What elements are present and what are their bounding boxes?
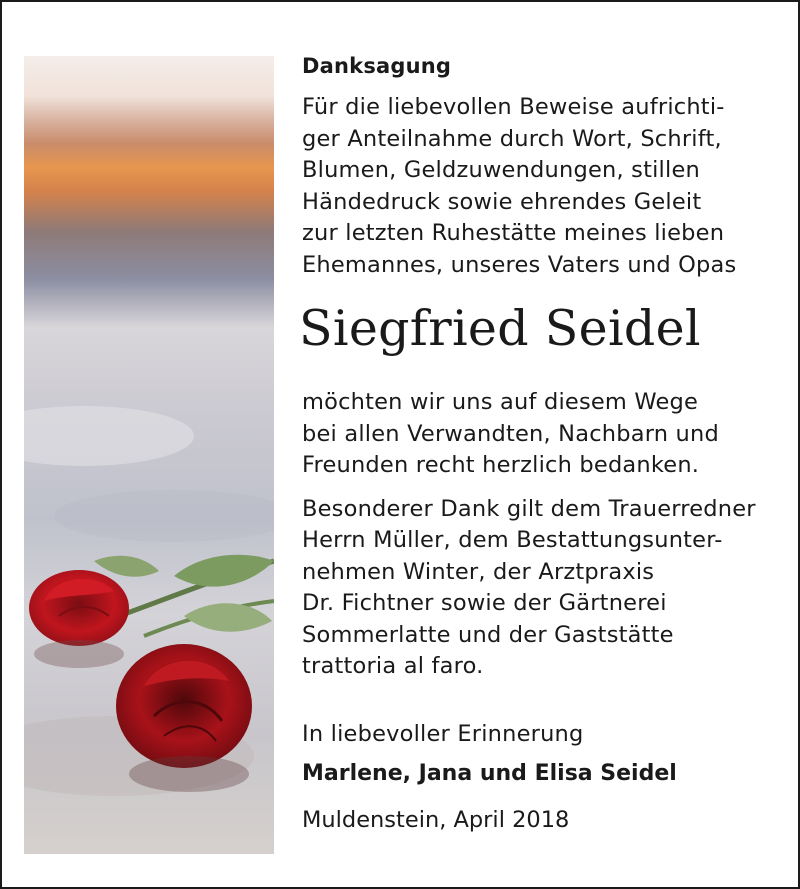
intro-line: Für die liebevollen Beweise aufrichti- [302,94,725,120]
thanks-line: bei allen Verwandten, Nachbarn und [302,420,719,447]
notice-text [299,52,782,836]
special-thanks-paragraph [302,494,782,683]
signers: Marlene, Jana und Elisa Seidel [302,761,677,786]
closing-phrase: In liebevoller Erinnerung [302,720,584,747]
special-line: trattoria al faro. [302,653,484,679]
heading: Danksagung [302,54,452,78]
intro-line: Händedruck sowie ehrendes Geleit [302,188,702,215]
thanks-line: möchten wir uns auf diesem Wege [302,389,699,415]
special-line: nehmen Winter, der Arztpraxis [302,558,655,585]
special-line: Besonderer Dank gilt dem Trauerredner [302,495,756,522]
intro-line: zur letzten Ruhestätte meines lieben [302,220,725,246]
intro-paragraph [302,92,782,281]
place-date: Muldenstein, April 2018 [302,807,570,833]
special-line: Sommerlatte und der Gaststätte [302,621,674,648]
intro-line: Ehemannes, unseres Vaters und Opas [302,251,737,278]
special-line: Herrn Müller, dem Bestattungsunter- [302,527,723,553]
special-line: Dr. Fichtner sowie der Gärtnerei [302,590,667,616]
roses-photo [24,56,274,854]
intro-line: Blumen, Geldzuwendungen, stillen [302,157,700,183]
intro-line: ger Anteilnahme durch Wort, Schrift, [302,125,722,152]
deceased-name: Siegfried Seidel [299,300,701,357]
thanks-paragraph [302,387,782,482]
thanks-line: Freunden recht herzlich bedanken. [302,452,700,478]
